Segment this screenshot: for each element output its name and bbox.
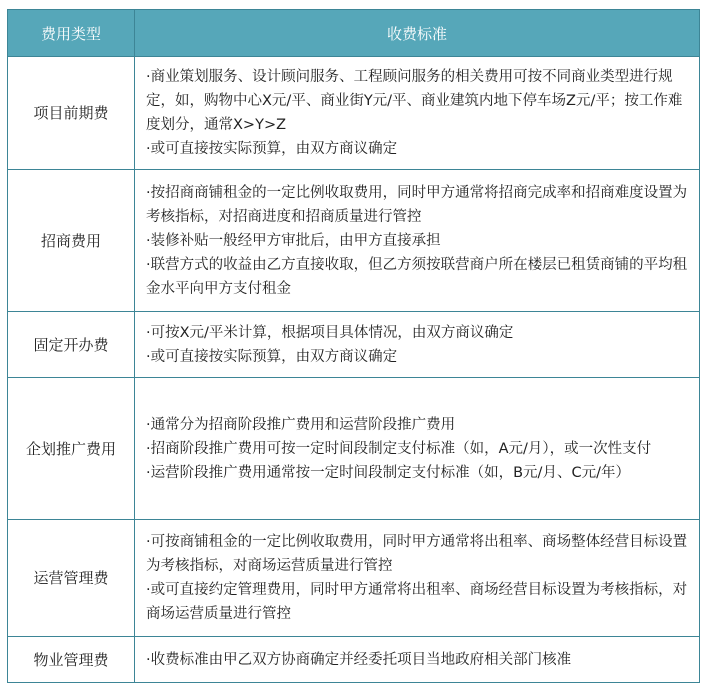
- standard-line: ·装修补贴一般经甲方审批后，由甲方直接承担: [146, 232, 441, 249]
- standard-line: ·通常分为招商阶段推广费用和运营阶段推广费用: [146, 416, 456, 433]
- fee-standard-cell: [135, 637, 700, 683]
- standard-line: ·招商阶段推广费用可按一定时间段制定支付标准（如，A元/月），或一次性支付: [146, 440, 652, 457]
- standard-line: ·联营方式的收益由乙方直接收取，但乙方须按联营商户所在楼层已租赁商铺的平均租金水平向甲方支付租金: [146, 256, 688, 297]
- standard-line: ·按招商商铺租金的一定比例收取费用，同时甲方通常将招商完成率和招商难度设置为考核指标，对招商进度和招商质量进行管控: [146, 184, 688, 225]
- standard-line: ·运营阶段推广费用通常按一定时间段制定支付标准（如，B元/月、C元/年）: [146, 464, 630, 481]
- fee-type-cell: 企划推广费用: [8, 378, 135, 520]
- table-row: [8, 312, 700, 378]
- fee-type-cell: 物业管理费: [8, 637, 135, 683]
- standard-line: ·可按X元/平米计算，根据项目具体情况，由双方商议确定: [146, 324, 514, 341]
- standard-line: ·收费标准由甲乙双方协商确定并经委托项目当地政府相关部门核准: [146, 651, 572, 668]
- table-row: [8, 378, 700, 520]
- fee-type-cell: 固定开办费: [8, 312, 135, 378]
- standard-line: ·或可直接按实际预算，由双方商议确定: [146, 141, 398, 157]
- fee-standards-table-container: [7, 9, 699, 683]
- fee-standards-table: [7, 9, 700, 683]
- standard-line: ·或可直接约定管理费用，同时甲方通常将出租率、商场经营目标设置为考核指标，对商场运营质量进行管控: [146, 582, 688, 622]
- header-fee-type: 费用类型: [8, 10, 135, 57]
- header-fee-standard: 收费标准: [135, 10, 700, 57]
- standard-line: ·商业策划服务、设计顾问服务、工程顾问服务的相关费用可按不同商业类型进行规定，如，购物中心X元/平、商业街Y元/平、商业建筑内地下停车场Z元/平；按工作难度划分，通常X>Y>Z: [146, 69, 683, 133]
- table-row: [8, 57, 700, 170]
- standard-line: ·或可直接按实际预算，由双方商议确定: [146, 348, 398, 365]
- table-row: [8, 520, 700, 637]
- table-row: [8, 637, 700, 683]
- table-row: [8, 170, 700, 312]
- fee-type-cell: 项目前期费: [8, 57, 135, 170]
- fee-standard-cell: [135, 520, 700, 637]
- fee-type-cell: 招商费用: [8, 170, 135, 312]
- standard-line: ·可按商铺租金的一定比例收取费用，同时甲方通常将出租率、商场整体经营目标设置为考核指标，对商场运营质量进行管控: [146, 534, 688, 574]
- fee-type-cell: 运营管理费: [8, 520, 135, 637]
- fee-standard-cell: [135, 378, 700, 520]
- table-header-row: [8, 10, 700, 57]
- fee-standard-cell: [135, 57, 700, 170]
- fee-standard-cell: [135, 170, 700, 312]
- fee-standard-cell: [135, 312, 700, 378]
